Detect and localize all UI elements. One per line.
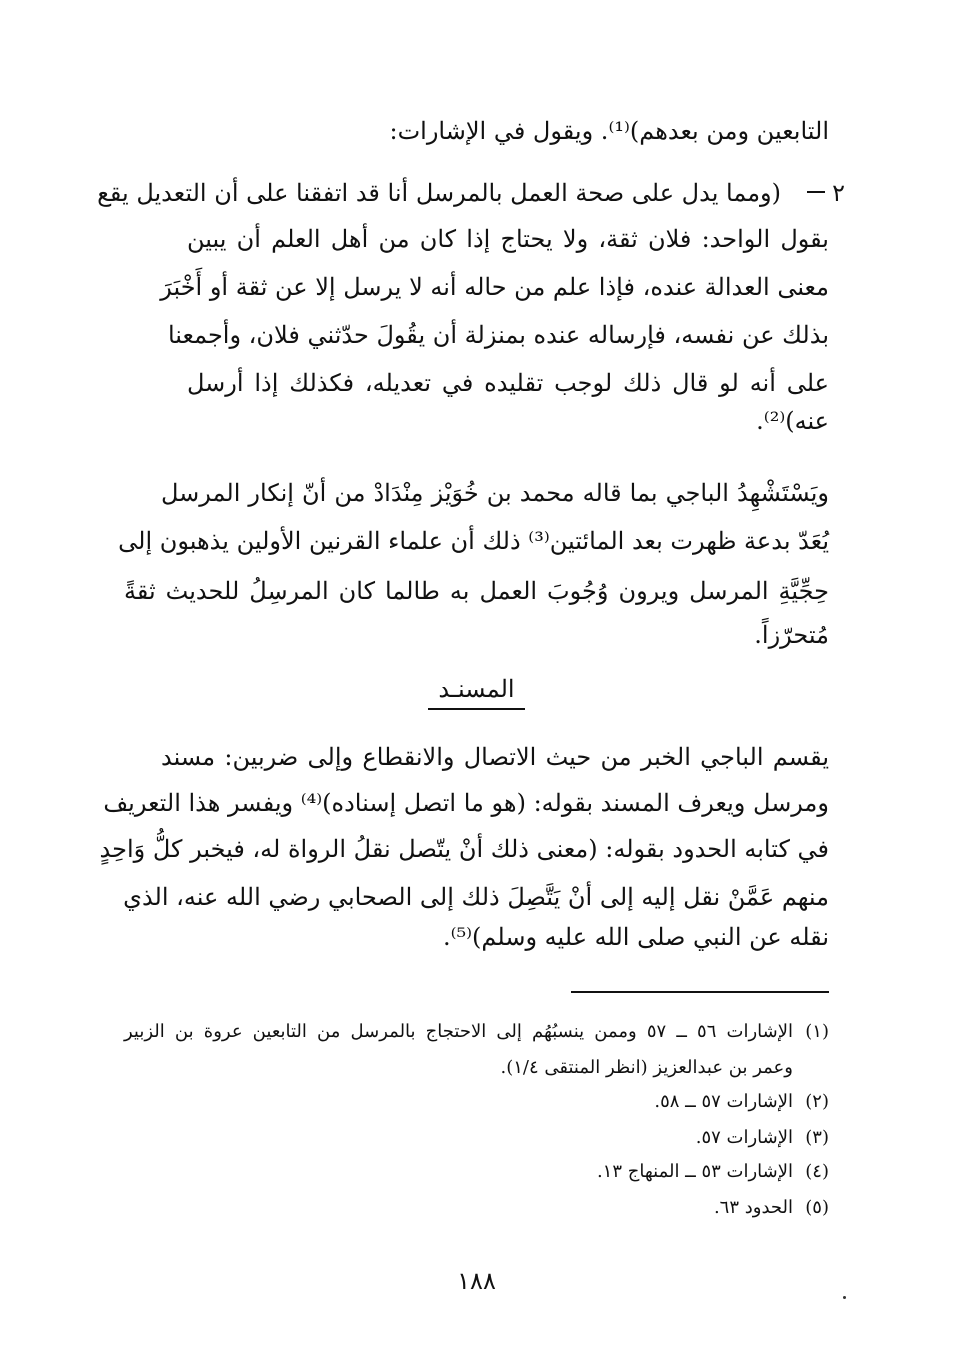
para3-line: يقسم الباجي الخبر من حيث الاتصال والانقطاع وإلى ضربين: مسند <box>161 743 829 771</box>
footnote-number: (٢) <box>805 1091 829 1112</box>
item-number: ٢ <box>832 179 845 207</box>
page-number: ١٨٨ <box>457 1267 496 1295</box>
footnote <box>124 1158 829 1186</box>
para3-line: منهم عَمَّنْ نقل إليه إلى أنْ يَتَّصِلَ ذلك إلى الصحابي رضي الله عنه، الذي <box>123 883 829 911</box>
item2-line: معنى العدالة عنده، فإذا علم من حاله أنه لا يرسل إلا عن ثقة أو أَخْبَرَ <box>160 273 829 301</box>
section-heading-text: المسنـد <box>428 672 524 710</box>
para2-line: ويَسْتَشْهِدُ الباجي بما قاله محمد بن خُوَيْز مِنْدَادْ من أنّ إنكار المرسل <box>161 479 829 507</box>
para2-line: يُعَدّ بدعة ظهرت بعد المائتين⁽³⁾ ذلك أن علماء القرنين الأولين يذهبون إلى <box>118 527 829 555</box>
item2-line: بقول الواحد: فلان ثقة، ولا يحتاج إذا كان من أهل العلم أن يبين <box>187 225 829 253</box>
footnote-number: (١) <box>805 1021 829 1042</box>
footnote-text: الإشارات ٥٦ ــ ٥٧ وممن ينسبُهُم إلى الاحتجاج بالمرسل من التابعين عروة بن الزبير <box>124 1021 793 1042</box>
para2-line: مُتحرّزاً. <box>754 621 829 649</box>
scan-speck <box>843 1296 846 1299</box>
footnote-number: (٣) <box>805 1127 829 1148</box>
intro-line: التابعين ومن بعدهم)⁽¹⁾. ويقول في الإشارات: <box>389 117 829 145</box>
footnote <box>124 1088 829 1116</box>
item2-line: (ومما يدل على صحة العمل بالمرسل أنا قد اتفقنا على أن التعديل يقع <box>97 179 781 207</box>
item2-line: بذلك عن نفسه، فإرساله عنده بمنزلة أن يقُولَ حدّثني فلان، وأجمعنا <box>167 321 829 349</box>
footnote-number: (٥) <box>805 1197 829 1218</box>
para2-line: حِجِّيَّةِ المرسل ويرون وُجُوبَ العمل به طالما كان المرسِلُ للحديث ثقةً <box>124 577 829 605</box>
footnote-number: (٤) <box>805 1161 829 1182</box>
footnote-text: الحدود ٦٣. <box>713 1197 793 1218</box>
footnote <box>124 1018 829 1046</box>
para3-line: نقله عن النبي صلى الله عليه وسلم)⁽⁵⁾. <box>443 923 829 951</box>
footnote-separator <box>571 991 829 993</box>
footnote-text: الإشارات ٥٧ ــ ٥٨. <box>654 1091 793 1112</box>
footnote <box>124 1124 829 1152</box>
footnote-text: الإشارات ٥٣ ــ المنهاج ١٣. <box>596 1161 793 1182</box>
item2-line: عنه)⁽²⁾. <box>756 407 829 435</box>
item-dash <box>807 191 825 193</box>
para3-line: ومرسل ويعرف المسند بقوله: (هو ما اتصل إسناده)⁽⁴⁾ ويفسر هذا التعريف <box>103 789 829 817</box>
item2-line: على أنه لو قال ذلك لوجب تقليده في تعديله، فكذلك إذا أرسل <box>187 369 829 397</box>
section-heading <box>0 672 953 710</box>
footnote-text: الإشارات ٥٧. <box>695 1127 793 1148</box>
para3-line: في كتابه الحدود بقوله: (معنى ذلك أنْ يتّصل نقلُ الرواة له، فيخبر كلُّ وَاحِدٍ <box>99 835 829 863</box>
footnote <box>124 1194 829 1222</box>
footnote-continuation: وعمر بن عبدالعزيز (انظر المنتقى ١/٤). <box>500 1057 793 1078</box>
